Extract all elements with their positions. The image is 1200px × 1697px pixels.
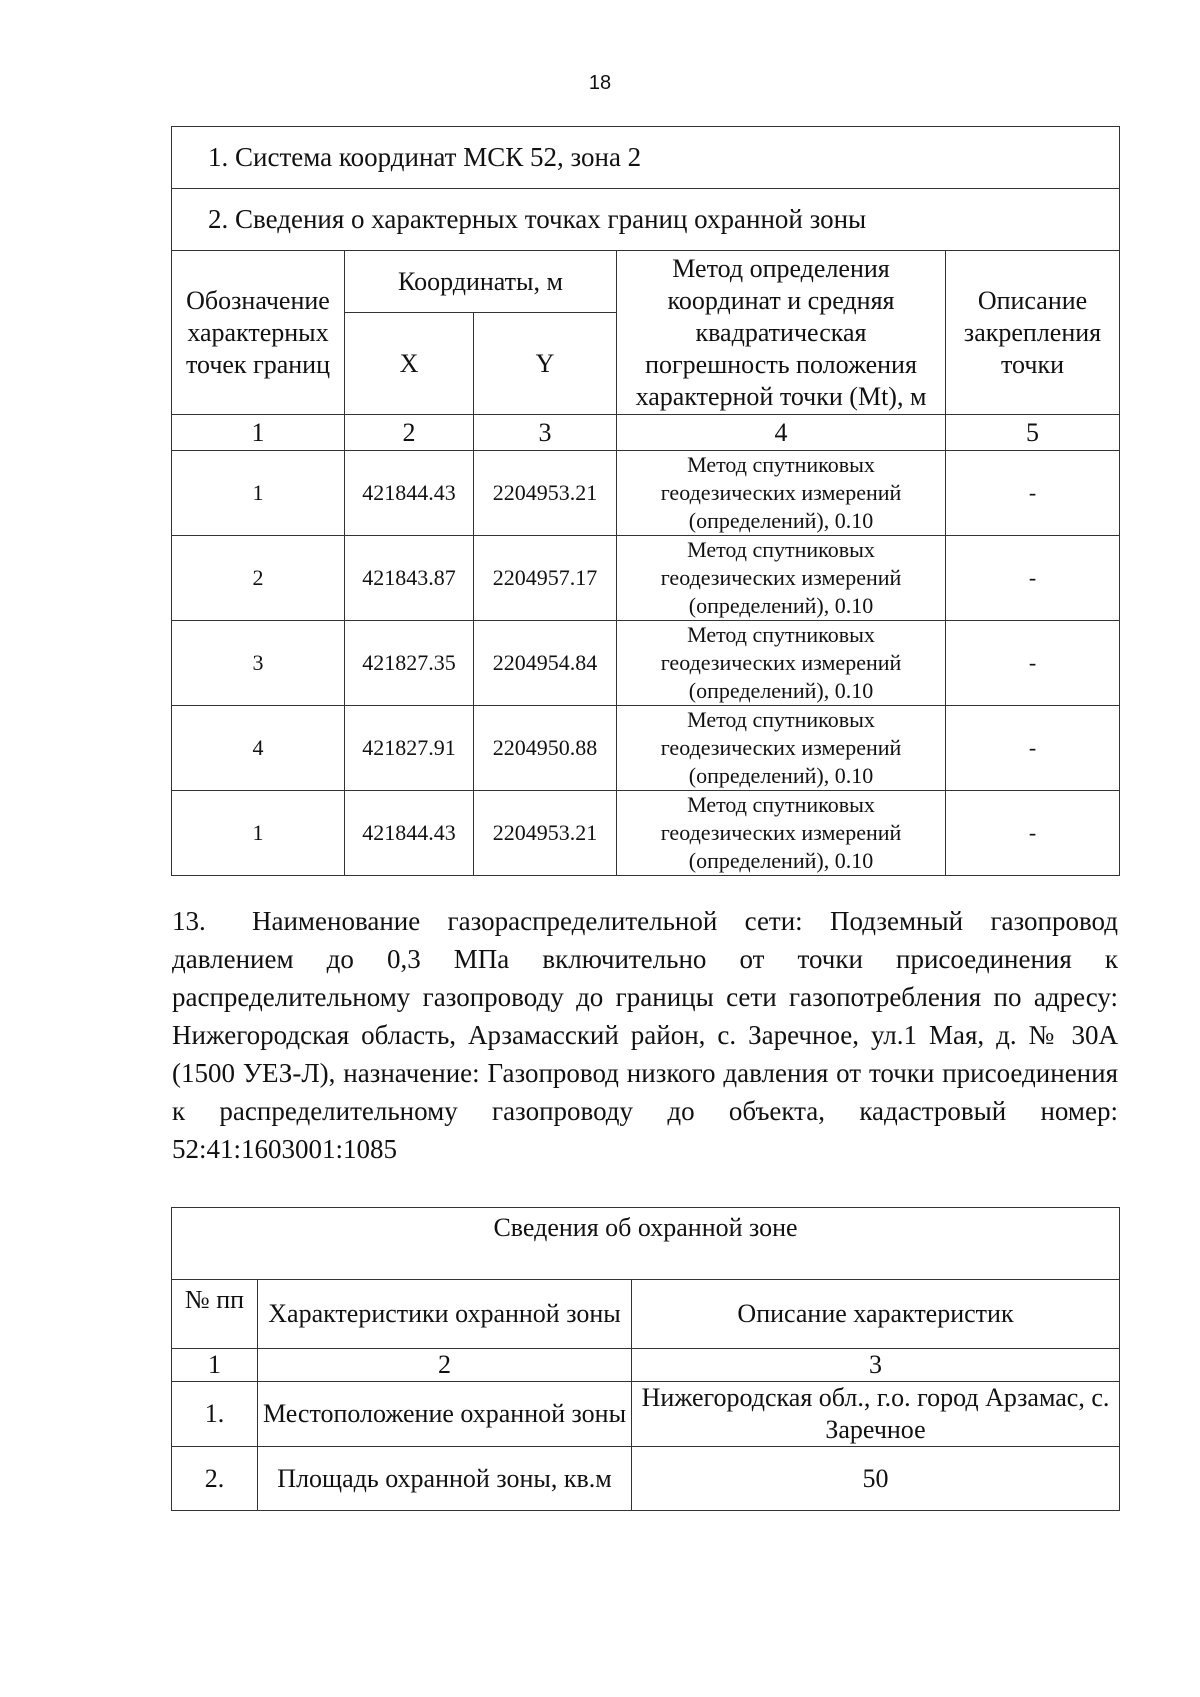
point-id: 1 [172, 791, 345, 876]
description-value: - [946, 536, 1120, 621]
page-number: 18 [588, 72, 612, 94]
x-value: 421827.35 [345, 621, 474, 706]
method-value: Метод спутниковых геодезических измерений (определений), 0.10 [617, 791, 946, 876]
coordinate-system: 1. Система координат МСК 52, зона 2 [172, 127, 1120, 189]
description-value: - [946, 706, 1120, 791]
row-number: 1. [172, 1382, 258, 1447]
table-row [172, 621, 1120, 706]
description-value: - [946, 451, 1120, 536]
section-number: 13. [172, 906, 206, 936]
method-value: Метод спутниковых геодезических измерений (определений), 0.10 [617, 536, 946, 621]
table-row [172, 1382, 1120, 1447]
header-y: Y [474, 313, 617, 415]
points-info-heading: 2. Сведения о характерных точках границ охранной зоны [172, 189, 1120, 251]
characteristic-value: Местоположение охранной зоны [258, 1382, 632, 1447]
x-value: 421843.87 [345, 536, 474, 621]
table-row [172, 706, 1120, 791]
coordinates-table [171, 126, 1120, 876]
description-value: - [946, 621, 1120, 706]
header-x: X [345, 313, 474, 415]
y-value: 2204957.17 [474, 536, 617, 621]
protection-zone-table [171, 1207, 1120, 1511]
y-value: 2204953.21 [474, 791, 617, 876]
column-number: 2 [258, 1349, 632, 1382]
method-value: Метод спутниковых геодезических измерений (определений), 0.10 [617, 621, 946, 706]
section-text: Наименование газораспределительной сети: Подземный газопровод давлением до 0,3 МПа включительно от точки присоединения к распределительному газопроводу до границы сети газопотребления по адресу: Нижегородская область, Арзамасский район, с. Заречное, ул.1 Мая, д. № 30А (1500 УЕЗ-Л), назначение: Газопровод низкого давления от точки присоединения к распределительному газопроводу до объекта, кадастровый номер: 52:41:1603001:1085 [172, 906, 1118, 1164]
column-number: 2 [345, 415, 474, 451]
table-row [172, 1447, 1120, 1511]
point-id: 1 [172, 451, 345, 536]
header-coordinates: Координаты, м [345, 251, 617, 313]
method-value: Метод спутниковых геодезических измерений (определений), 0.10 [617, 706, 946, 791]
x-value: 421827.91 [345, 706, 474, 791]
header-num: № пп [172, 1280, 258, 1349]
header-description: Описание закрепления точки [946, 251, 1120, 415]
point-id: 2 [172, 536, 345, 621]
y-value: 2204953.21 [474, 451, 617, 536]
x-value: 421844.43 [345, 451, 474, 536]
header-method: Метод определения координат и средняя квадратическая погрешность положения характерной точки (Mt), м [617, 251, 946, 415]
header-description: Описание характеристик [632, 1280, 1120, 1349]
column-number: 3 [474, 415, 617, 451]
column-number: 1 [172, 1349, 258, 1382]
y-value: 2204954.84 [474, 621, 617, 706]
column-numbers-row [172, 1349, 1120, 1382]
column-number: 4 [617, 415, 946, 451]
row-number: 2. [172, 1447, 258, 1511]
characteristic-value: Площадь охранной зоны, кв.м [258, 1447, 632, 1511]
method-value: Метод спутниковых геодезических измерений (определений), 0.10 [617, 451, 946, 536]
column-number: 3 [632, 1349, 1120, 1382]
y-value: 2204950.88 [474, 706, 617, 791]
point-id: 4 [172, 706, 345, 791]
column-number: 1 [172, 415, 345, 451]
description-value: 50 [632, 1447, 1120, 1511]
header-designation: Обозначение характерных точек границ [172, 251, 345, 415]
description-value: - [946, 791, 1120, 876]
header-characteristic: Характеристики охранной зоны [258, 1280, 632, 1349]
x-value: 421844.43 [345, 791, 474, 876]
table-row [172, 791, 1120, 876]
section-13-paragraph [172, 902, 1118, 1168]
zone-table-title: Сведения об охранной зоне [172, 1208, 1120, 1280]
description-value: Нижегородская обл., г.о. город Арзамас, с. Заречное [632, 1382, 1120, 1447]
column-number: 5 [946, 415, 1120, 451]
table-row [172, 451, 1120, 536]
point-id: 3 [172, 621, 345, 706]
column-numbers-row [172, 415, 1120, 451]
table-row [172, 536, 1120, 621]
